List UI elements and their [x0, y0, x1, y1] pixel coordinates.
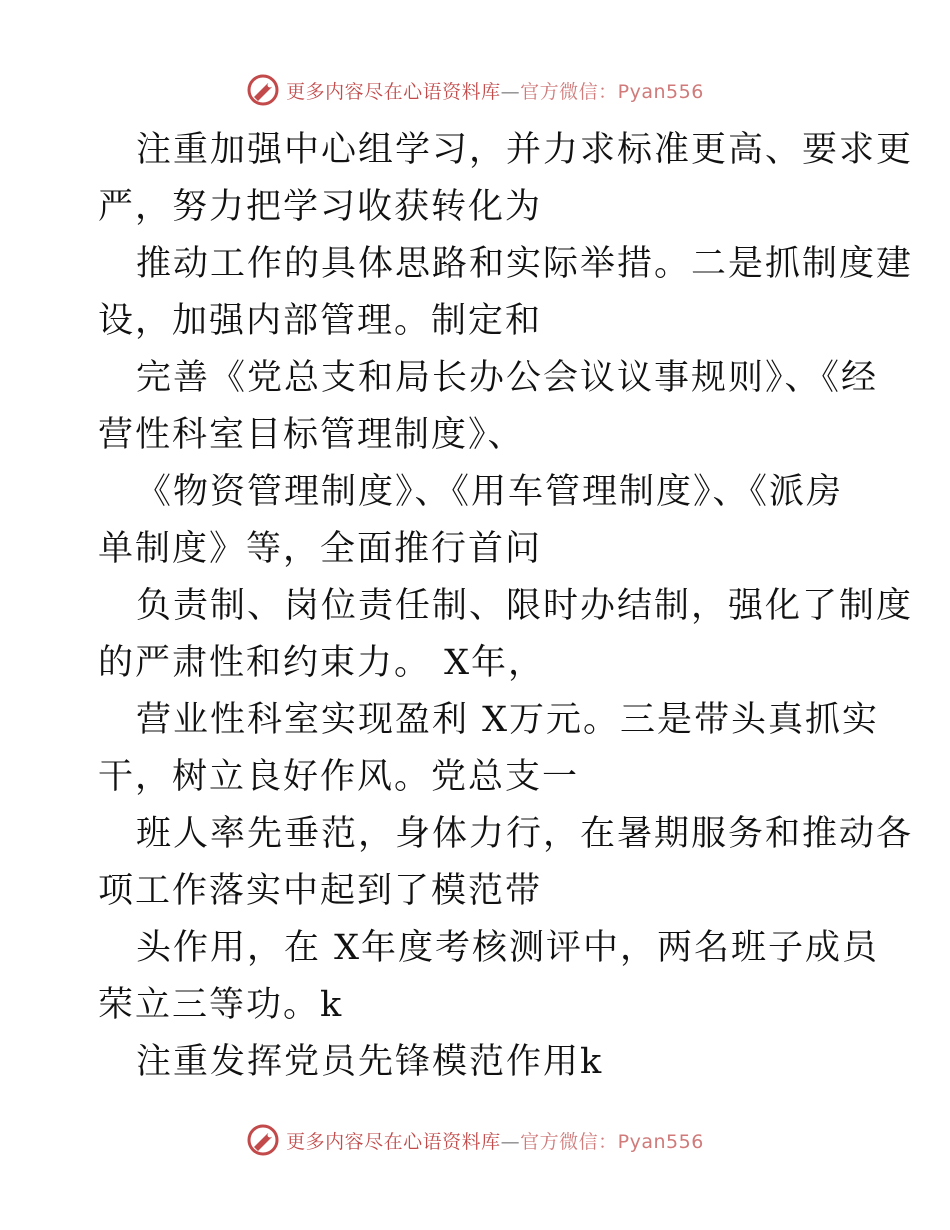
- watermark-main: 更多内容尽在心语资料库: [286, 80, 501, 103]
- brand-logo-icon: [246, 73, 280, 107]
- text-line: 注重发挥党员先锋模范作用k: [136, 1042, 604, 1082]
- text-line: 班人率先垂范，身体力行，在暑期服务和推动各: [136, 814, 914, 854]
- text-line: 头作用，在 X年度考核测评中，两名班子成员: [136, 928, 880, 968]
- text-line: 《物资管理制度》、《用车管理制度》、《派房: [136, 472, 844, 512]
- footer-watermark: [0, 1120, 950, 1160]
- watermark-wechat: 官方微信：Pyan556: [520, 1130, 704, 1153]
- watermark-dash: —: [500, 80, 521, 103]
- watermark-text: [286, 1127, 704, 1154]
- text-line: 营业性科室实现盈利 X万元。三是带头真抓实: [136, 700, 880, 740]
- text-line: 注重加强中心组学习，并力求标准更高、要求更: [136, 130, 914, 170]
- text-line: 严，努力把学习收获转化为: [98, 187, 543, 227]
- text-line: 干，树立良好作风。党总支一: [98, 757, 580, 797]
- text-line: 负责制、岗位责任制、限时办结制，强化了制度: [136, 586, 914, 626]
- text-line: 完善《党总支和局长办公会议议事规则》、《经: [136, 358, 879, 398]
- text-line: 项工作落实中起到了模范带: [98, 871, 543, 911]
- watermark-main: 更多内容尽在心语资料库: [286, 1130, 501, 1153]
- text-line: 荣立三等功。k: [98, 985, 344, 1025]
- text-line: 单制度》等，全面推行首问: [98, 529, 543, 569]
- text-line: 推动工作的具体思路和实际举措。二是抓制度建: [136, 244, 914, 284]
- watermark-dash: —: [500, 1130, 521, 1153]
- body-text: [98, 122, 914, 1091]
- header-watermark: [0, 70, 950, 110]
- text-line: 的严肃性和约束力。 X年，: [98, 643, 546, 683]
- watermark-text: [286, 77, 704, 104]
- brand-logo-icon: [246, 1123, 280, 1157]
- watermark-wechat: 官方微信：Pyan556: [520, 80, 704, 103]
- text-line: 设，加强内部管理。制定和: [98, 301, 543, 341]
- text-line: 营性科室目标管理制度》、: [98, 415, 525, 455]
